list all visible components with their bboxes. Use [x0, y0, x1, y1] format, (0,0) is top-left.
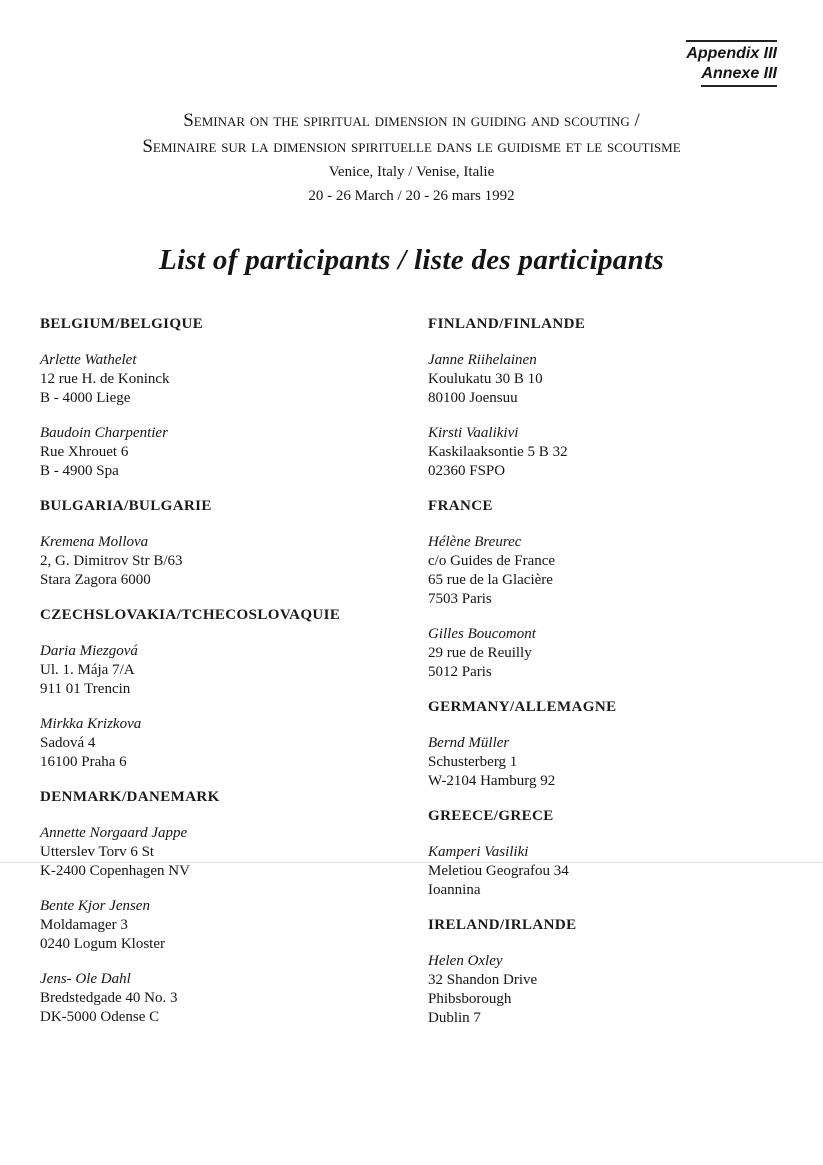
country-heading: IRELAND/IRLANDE — [428, 917, 577, 933]
address-line: B - 4900 Spa — [40, 463, 119, 479]
country-heading: FRANCE — [428, 498, 493, 514]
address-line: Koulukatu 30 B 10 — [428, 371, 543, 387]
address-line: Meletiou Geografou 34 — [428, 863, 569, 879]
country-heading: FINLAND/FINLANDE — [428, 316, 586, 332]
participant-name: Kamperi Vasiliki — [428, 844, 529, 860]
address-line: 32 Shandon Drive — [428, 972, 538, 988]
address-line: Moldamager 3 — [40, 917, 128, 933]
country-heading: GREECE/GRECE — [428, 808, 554, 824]
country-group — [40, 497, 380, 590]
address-line: Phibsborough — [428, 991, 512, 1007]
participant-entry — [428, 533, 768, 609]
address-line: W-2104 Hamburg 92 — [428, 773, 556, 789]
participant-entry — [428, 952, 768, 1028]
country-group — [40, 606, 380, 772]
participant-entry — [40, 351, 380, 408]
address-line: 0240 Logum Kloster — [40, 936, 165, 952]
participant-entry — [428, 734, 768, 791]
address-line: 29 rue de Reuilly — [428, 645, 532, 661]
participant-name: Kremena Mollova — [40, 534, 149, 550]
participant-name: Janne Riihelainen — [428, 352, 537, 368]
appendix-label — [686, 40, 777, 87]
address-line: Sadová 4 — [40, 735, 96, 751]
seminar-dates: 20 - 26 March / 20 - 26 mars 1992 — [308, 188, 515, 204]
address-line: Bredstedgade 40 No. 3 — [40, 990, 178, 1006]
country-group — [428, 497, 768, 682]
address-line: Dublin 7 — [428, 1010, 481, 1026]
participant-name: Jens- Ole Dahl — [40, 971, 131, 987]
participant-name: Annette Norgaard Jappe — [40, 825, 188, 841]
participant-name: Gilles Boucomont — [428, 626, 536, 642]
address-line: Ioannina — [428, 882, 481, 898]
appendix-en: Appendix III — [686, 40, 777, 64]
address-line: 65 rue de la Glacière — [428, 572, 553, 588]
participant-entry — [40, 533, 380, 590]
participants-column-right — [428, 315, 768, 1044]
address-line: 80100 Joensuu — [428, 390, 518, 406]
participant-name: Kirsti Vaalikivi — [428, 425, 519, 441]
address-line: B - 4000 Liege — [40, 390, 131, 406]
participant-name: Helen Oxley — [428, 953, 503, 969]
participant-entry — [428, 843, 768, 900]
participants-column-left — [40, 315, 380, 1043]
country-heading: BELGIUM/BELGIQUE — [40, 316, 204, 332]
address-line: 5012 Paris — [428, 664, 492, 680]
participant-name: Bente Kjor Jensen — [40, 898, 150, 914]
participant-entry — [40, 715, 380, 772]
participant-entry — [40, 897, 380, 954]
address-line: 16100 Praha 6 — [40, 754, 127, 770]
participant-entry — [40, 824, 380, 881]
address-line: 7503 Paris — [428, 591, 492, 607]
country-group — [40, 788, 380, 1027]
participant-name: Hélène Breurec — [428, 534, 522, 550]
address-line: 911 01 Trencin — [40, 681, 131, 697]
appendix-fr: Annexe III — [701, 64, 777, 87]
address-line: 2, G. Dimitrov Str B/63 — [40, 553, 183, 569]
country-group — [428, 916, 768, 1028]
participant-entry — [428, 424, 768, 481]
seminar-location: Venice, Italy / Venise, Italie — [328, 164, 495, 180]
seminar-title-en: Seminar on the spiritual dimension in guiding and scouting / — [183, 110, 640, 131]
page-title: List of participants / liste des participants — [159, 244, 664, 276]
address-line: DK-5000 Odense C — [40, 1009, 160, 1025]
seminar-title-fr: Seminaire sur la dimension spirituelle dans le guidisme et le scoutisme — [142, 136, 681, 157]
country-group — [40, 315, 380, 481]
country-group — [428, 807, 768, 900]
address-line: c/o Guides de France — [428, 553, 556, 569]
participant-entry — [428, 625, 768, 682]
address-line: Rue Xhrouet 6 — [40, 444, 129, 460]
participant-name: Bernd Müller — [428, 735, 510, 751]
country-heading: BULGARIA/BULGARIE — [40, 498, 212, 514]
participant-name: Daria Miezgová — [40, 643, 138, 659]
address-line: 12 rue H. de Koninck — [40, 371, 170, 387]
participant-entry — [40, 970, 380, 1027]
participant-entry — [40, 424, 380, 481]
country-heading: GERMANY/ALLEMAGNE — [428, 699, 617, 715]
address-line: Kaskilaaksontie 5 B 32 — [428, 444, 568, 460]
address-line: Utterslev Torv 6 St — [40, 844, 155, 860]
document-header — [0, 108, 823, 208]
participant-name: Arlette Wathelet — [40, 352, 137, 368]
address-line: 02360 FSPO — [428, 463, 506, 479]
country-heading: DENMARK/DANEMARK — [40, 789, 220, 805]
participant-entry — [428, 351, 768, 408]
address-line: K-2400 Copenhagen NV — [40, 863, 190, 879]
participant-name: Baudoin Charpentier — [40, 425, 168, 441]
address-line: Stara Zagora 6000 — [40, 572, 151, 588]
participant-entry — [40, 642, 380, 699]
address-line: Schusterberg 1 — [428, 754, 518, 770]
address-line: Ul. 1. Mája 7/A — [40, 662, 135, 678]
country-group — [428, 698, 768, 791]
country-heading: CZECHSLOVAKIA/TCHECOSLOVAQUIE — [40, 607, 341, 623]
participant-name: Mirkka Krizkova — [40, 716, 142, 732]
country-group — [428, 315, 768, 481]
